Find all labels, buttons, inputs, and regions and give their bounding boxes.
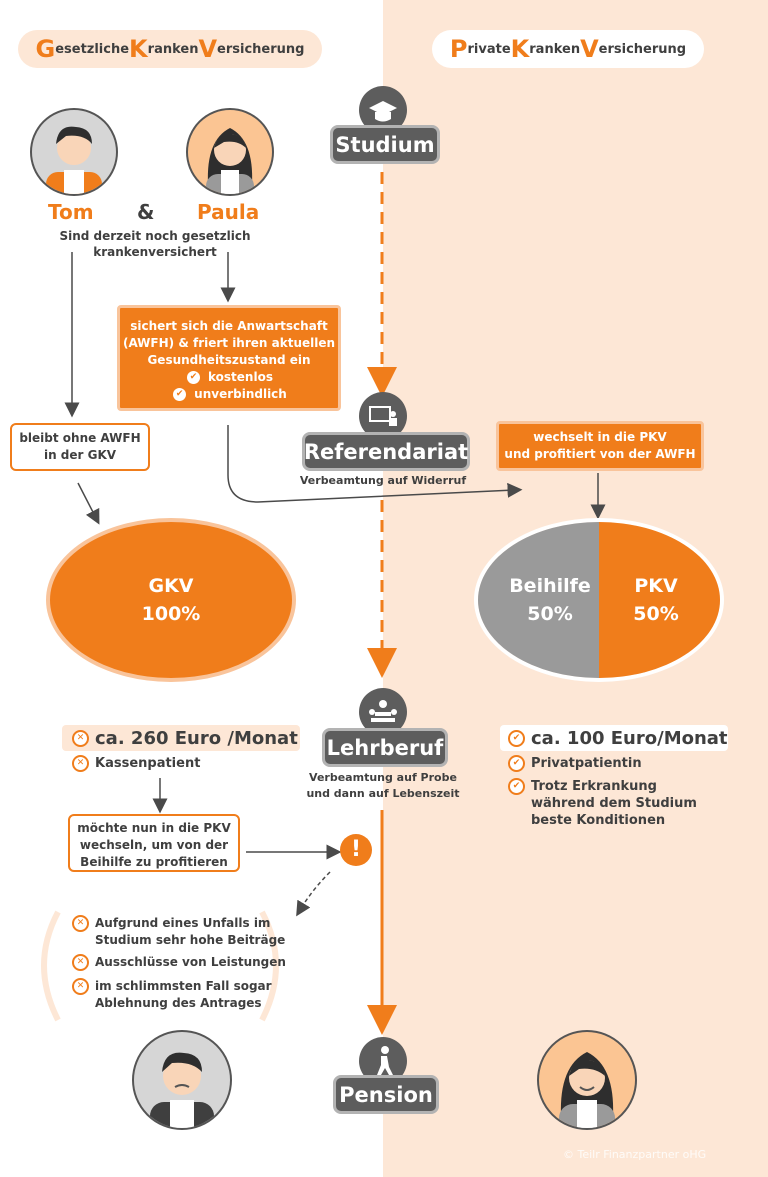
tom-sad-avatar bbox=[132, 1030, 232, 1130]
lehrberuf-subtitle-line2: und dann auf Lebenszeit bbox=[306, 787, 460, 800]
gkv-value: 100% bbox=[141, 603, 201, 625]
ampersand: & bbox=[137, 200, 155, 224]
gkv-header: G esetzliche K ranken V ersicherung bbox=[18, 30, 322, 68]
beihilfe-pkv-ellipse bbox=[474, 518, 724, 682]
lehrberuf-subtitle-line1: Verbeamtung auf Probe bbox=[309, 771, 457, 784]
lehrberuf-subtitle bbox=[283, 770, 483, 802]
stage-lehrberuf: Lehrberuf bbox=[322, 728, 448, 767]
warning-icon: ! bbox=[340, 834, 372, 866]
pkv-item-2-line2: während dem Studium bbox=[531, 796, 697, 811]
risk-3-line2: Ablehnung des Antrages bbox=[95, 996, 262, 1010]
pkv-switch-box bbox=[496, 421, 704, 471]
referendariat-subtitle: Verbeamtung auf Widerruf bbox=[299, 474, 467, 487]
pkv-header: P rivate K ranken V ersicherung bbox=[432, 30, 704, 68]
pkv-item-2: ✔ Trotz Erkrankung während dem Studium beste Konditionen bbox=[508, 778, 697, 829]
paula-happy-avatar bbox=[537, 1030, 637, 1130]
risk-1: ✕ Aufgrund eines Unfalls im Studium sehr hohe Beiträge bbox=[72, 915, 285, 948]
tom-name: Tom bbox=[48, 200, 94, 224]
stage-referendariat: Referendariat bbox=[302, 432, 470, 471]
tom-box-line1: bleibt ohne AWFH bbox=[19, 431, 141, 445]
switch-box-line1: möchte nun in die PKV bbox=[77, 821, 231, 835]
paula-box-line1: sichert sich die Anwartschaft bbox=[130, 319, 328, 333]
risk-3: ✕ im schlimmsten Fall sogar Ablehnung des Antrages bbox=[72, 978, 272, 1011]
check-icon: ✔ bbox=[185, 369, 202, 386]
paula-avatar bbox=[186, 108, 274, 196]
paula-name: Paula bbox=[197, 200, 260, 224]
pkv-item-1: ✔ Privatpatientin bbox=[508, 755, 642, 772]
cross-icon: ✕ bbox=[72, 915, 89, 932]
paula-awfh-box bbox=[117, 305, 341, 411]
paula-box-line2: (AWFH) & friert ihren aktuellen bbox=[122, 336, 336, 350]
risk-1-line2: Studium sehr hohe Beiträge bbox=[95, 933, 286, 947]
cross-icon: ✕ bbox=[72, 978, 89, 995]
check-icon: ✔ bbox=[508, 755, 525, 772]
gkv-label: GKV bbox=[148, 575, 194, 597]
pkv-item-2-line3: beste Konditionen bbox=[531, 813, 666, 828]
pkv-box-line2: und profitiert von der AWFH bbox=[504, 447, 696, 461]
pkv-box-line1: wechselt in die PKV bbox=[533, 430, 667, 444]
beihilfe-value: 50% bbox=[527, 603, 573, 625]
check-icon: ✔ bbox=[171, 386, 188, 403]
pkv-price: ✔ ca. 100 Euro/Monat bbox=[500, 725, 728, 751]
watermark: © Teilr Finanzpartner oHG bbox=[563, 1148, 707, 1161]
risk-2: ✕ Ausschlüsse von Leistungen bbox=[72, 954, 286, 971]
cross-icon: ✕ bbox=[72, 755, 89, 772]
beihilfe-label: Beihilfe bbox=[509, 575, 591, 597]
people-status: Sind derzeit noch gesetzlich krankenversichert bbox=[59, 229, 251, 259]
switch-box-line2: wechseln, um von der bbox=[79, 838, 229, 852]
pkv-value: 50% bbox=[633, 603, 679, 625]
gkv-item-1: ✕ Kassenpatient bbox=[72, 755, 200, 772]
tom-gkv-box bbox=[10, 423, 150, 471]
switch-box-line3: Beihilfe zu profitieren bbox=[80, 855, 228, 869]
cross-icon: ✕ bbox=[72, 954, 89, 971]
gkv-ellipse bbox=[46, 518, 296, 682]
paula-check-1: ✔ kostenlos bbox=[120, 369, 338, 386]
paula-box-line3: Gesundheitszustand ein bbox=[147, 353, 311, 367]
gkv-price: ✕ ca. 260 Euro /Monat bbox=[62, 725, 300, 751]
switch-pkv-box bbox=[68, 814, 240, 872]
paula-check-2: ✔ unverbindlich bbox=[120, 386, 338, 403]
stage-pension: Pension bbox=[333, 1075, 439, 1114]
pkv-label: PKV bbox=[634, 575, 678, 597]
check-icon: ✔ bbox=[508, 778, 525, 795]
stage-studium: Studium bbox=[330, 125, 440, 164]
tom-box-line2: in der GKV bbox=[43, 448, 117, 462]
cross-icon: ✕ bbox=[72, 730, 89, 747]
tom-avatar bbox=[30, 108, 118, 196]
check-icon: ✔ bbox=[508, 730, 525, 747]
